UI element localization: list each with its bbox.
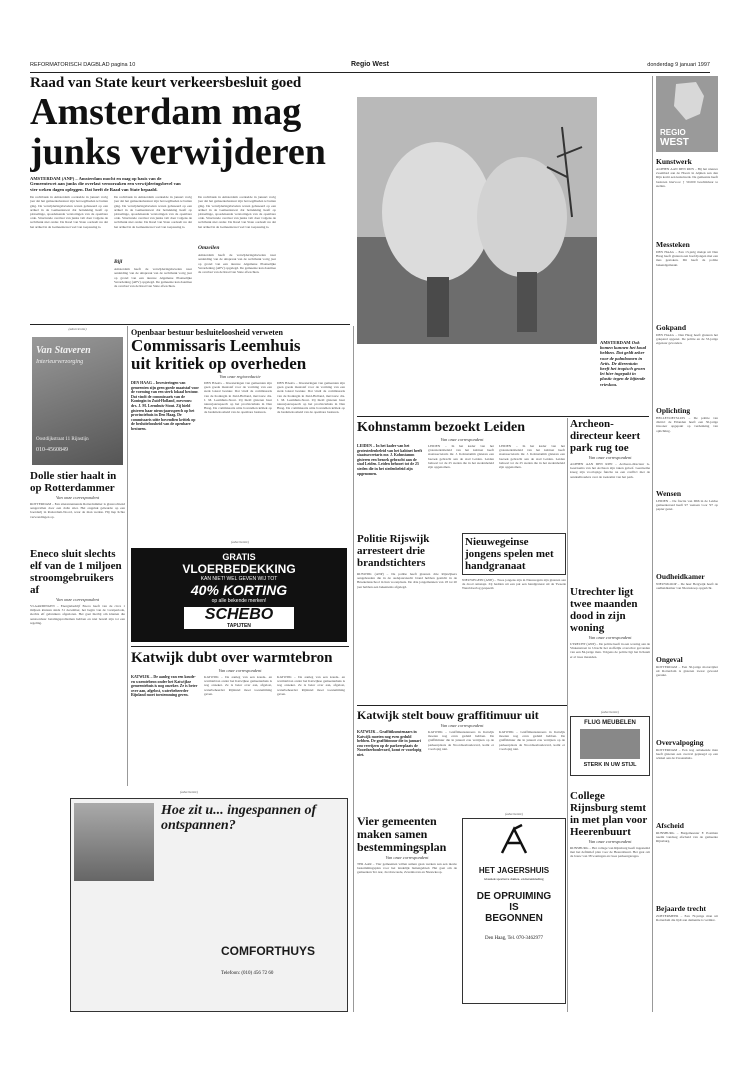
sidebar-section-body: ROTTERDAM – Een nog onbekende man heeft gisteren een overval gepleegd op een winkel aan de Zwaanshals. (656, 748, 718, 761)
eneco-body: VLAARDINGEN – Energiebedrijf Eneco heeft van de circa 1 miljoen klanten sinds 31 december, het begin van de vorstperiode, slechts elf gebruikers afgesloten. Het gaat hierbij om klanten die aantoonbaar betalingsproblemen hebben en niet bereid zijn tot een regeling. (30, 604, 125, 625)
row-rule-4 (357, 705, 567, 706)
utrecht-byline: Van onze correspondent (588, 635, 632, 640)
eneco-byline: Van onze correspondent (55, 597, 100, 602)
sidebar-section-title: Overvalpoging (656, 738, 704, 747)
commissaris-body-1: DEN HAAG – Investeringen van gemeenten zijn geen goede maatstaf voor de vorming van een sterk lokaal bestuur. Dat vindt de commissaris van de Koningin in Zuid-Holland, mevrouw drs. J. M. Leemhuis-Stout. Zij hield gisteren haar nieuwjaarsspeech op het provinciehuis in Den Haag. De commissaris uitte bovendien kritiek op de besluiteloosheid van de openbare besturen. (131, 381, 199, 431)
archeon-body: ALPHEN AAN DEN RIJN – Archeon-directeur G. Geertsema van het Archeon zijn taken geloof. Geertsema kreeg zijn voorlopige functie na een conflict met de aandeelhouders over de toekomst van het park. (570, 462, 650, 479)
logo-top: REGIO (660, 128, 686, 137)
lead-body-3: Amsterdam heeft de verwijderingsbevelen naar aanleiding van de uitspraak van de rechtbank vorig jaar op grond van een nieuwe Algemene Plaatselijke Verordening (APV) opgelegd. De gemeente kan daarmee de overlast van de Raad van State afwachten. (114, 267, 192, 289)
ad-vloer-line5: op alle bekende merken! (211, 598, 267, 604)
sidebar-section-title: Wensen (656, 489, 682, 498)
col-rule-1 (127, 326, 128, 786)
ad-jagershuis (462, 812, 566, 1010)
lead-body-4: De rechtbank in Amsterdam oordeelde in januari vorig jaar dat het gemeentebestuur zijn bevoegdheden te buiten ging. De verwijderingsbevelen waren gebaseerd op een artikel in de Gemeentewet dat betrekking heeft op plotselinge, spoedeisende verstoringen van de openbare orde. Structurele overlast van junks valt daar volgens de rechtbank niet onder. De Raad van State oordeelt nu dat het artikel in de Gemeentewet wel van toepassing is. (198, 195, 276, 229)
row-rule-1 (30, 324, 350, 325)
archeon-byline: Van onze correspondent (588, 455, 632, 460)
ad-comforthuys-brand: COMFORTHUYS (221, 944, 315, 958)
header-center: Regio West (351, 61, 389, 68)
vier-body: TER AAR – Vier gemeenten willen samen gaan werken aan een nieuw bestemmingsplan voor het landelijk buitengebied. Het gaat om de gemeenten Ter Aar, Jacobswoude, Zevenhoven en Nieuwkoop. (357, 862, 457, 875)
ad-vlug-box (570, 716, 650, 776)
commissaris-body-3: DEN HAAG – Investeringen van gemeenten zijn geen goede maatstaf voor de vorming van een sterk lokaal bestuur. Dat vindt de commissaris van de Koningin in Zuid-Holland, mevrouw drs. J. M. Leemhuis-Stout. Zij hield gisteren haar nieuwjaarsspeech op het provinciehuis in Den Haag. De commissaris uitte bovendien kritiek op de besluiteloosheid van de openbare besturen. (277, 381, 345, 415)
warmtebron-byline: Van onze correspondent (218, 668, 262, 673)
stier-headline: Dolle stier haalt in op Rotterdammer (30, 470, 117, 494)
sidebar-section-title: Bejaarde trecht (656, 904, 707, 913)
nieuwegein-body: NIEUWEGEIN (ANP) – Twee jongens zijn in Nieuwegein zijn gisteren aan de dood ontsnapt. Zij hadden uit een put een handgranaat uit de Tweede Wereldoorlog gespeeld. (462, 578, 566, 591)
lead-subhead-bijl: Bijl (114, 259, 123, 266)
ad-vlug-brand: FLUG MEUBELEN (584, 720, 636, 726)
photo-caption (600, 340, 648, 410)
kohnstamm-body-2: LEIDEN – In het kader van het grotestedenbeleid van het kabinet heeft staatssecretaris mr. J. Kohnstamm gisteren een bezoek gebracht aan de stad Leiden. Leiden behoort tot de 25 steden die in het stedenbeleid zijn opgenomen. (428, 444, 494, 470)
ad-vloer-brand-sub: TAPIJTEN (227, 623, 251, 629)
sidebar-section-title: Messteken (656, 240, 690, 249)
nieuwegein-headline: Nieuwegeinse jongens spelen met handgranaat (465, 536, 554, 572)
herenhuis-byline: Van onze correspondent (588, 839, 632, 844)
row-rule-2 (357, 416, 649, 417)
ad-comforthuys-headline: Hoe zit u... ingespannen of ontspannen? (161, 803, 317, 833)
sidebar-section-body: ROTTERDAM – Een 30-jarige motorrijder uit Rotterdam is gisteren zwaar gewond geraakt. (656, 665, 718, 678)
header-rule (30, 72, 710, 73)
archeon-headline: Archeon-directeur keert park rug toe (570, 418, 641, 454)
sidebar-divider (652, 76, 653, 1012)
article-vier-gemeenten (357, 815, 457, 1011)
herenhuis-headline: College Rijnsburg stemt in met plan voor Heerenbuurt (570, 790, 648, 838)
article-herenhuis (570, 790, 650, 1012)
header-left: REFORMATORISCH DAGBLAD pagina 10 (30, 62, 136, 68)
sidebar-section-body: DEN HAAG – Een 13-jarig meisje uit Den Haag heeft gisteren een hoofdjongen met een mes gestoken. Dit heeft de politie bekendgemaakt. (656, 250, 718, 267)
graffiti-headline: Katwijk stelt bouw graffitimuur uit (357, 708, 539, 722)
lead-headline-1: Amsterdam mag (30, 91, 302, 133)
ad-vloer-box (131, 548, 347, 642)
sidebar-section-body: LEIDEN – De fractie van D66 in de Leidse gemeenteraad heeft 97 wensen voor '97 op papier gezet. (656, 499, 718, 512)
lead-body-5: Amsterdam heeft de verwijderingsbevelen naar aanleiding van de uitspraak van de rechtbank vorig jaar op grond van een nieuwe Algemene Plaatselijke Verordening (APV) opgelegd. De gemeente kan daarmee de overlast van de Raad van State afwachten. (198, 253, 276, 275)
vier-byline: Van onze correspondent (385, 855, 429, 860)
stier-byline: Van onze correspondent (55, 495, 100, 500)
ad-vlug (570, 710, 650, 785)
ad-jagershuis-brand: HET JAGERSHUIS (478, 866, 550, 875)
row-rule-3 (131, 646, 349, 647)
ad-van-staveren-subtitle: Interieurverzorging (36, 359, 84, 365)
commissaris-headline-2: uit kritiek op overheden (131, 354, 307, 373)
ad-jagershuis-slogan1: DE OPRUIMING (476, 891, 552, 902)
graffiti-body-3: KATWIJK – Graffitikunstenaars in Katwijk moeten nog even geduld hebben. De graffitimuur die in januari zou verrijzen op de parkeerplaats de Noordzeeboulevard, komt er voorlopig niet. (499, 730, 565, 751)
lead-intro: AMSTERDAM (ANP) – Amsterdam mocht en mag op basis van de Gemeentewet aan junks die overlast veroorzaken een verwijderingsbevel van vier weken dagen opleggen. Dat heeft de Raad van State bepaald. (30, 176, 181, 192)
ad-jagershuis-phone: Den Haag, Tel. 070-3462977 (484, 936, 544, 941)
ad-vloer-line1: GRATIS (222, 552, 256, 562)
ad-label-4: (advertentie) (600, 710, 620, 714)
article-utrecht (570, 586, 650, 706)
sidebar-section-body: ALPHEN AAN DEN RIJN – Bij het nieuwe zwembad aan de Hoorn in Alphen aan den Rijn komt een kunstwerk. De gemeente heeft besloten hiervoor ƒ 50.000 beschikbaar te stellen. (656, 167, 718, 188)
ad-vloer-line4: 40% KORTING (190, 582, 288, 598)
sidebar-news (656, 154, 718, 1012)
ad-vloer-brand-box (184, 607, 294, 629)
sidebar-section-body: ZOETERMEER – Een 79-jarige man uit Rotterdam die lijdt aan dementie is vermist. (656, 914, 718, 923)
map-icon (656, 76, 718, 126)
article-nieuwegein (462, 533, 566, 703)
graffiti-body-2: KATWIJK – Graffitikunstenaars in Katwijk moeten nog even geduld hebben. De graffitimuur die in januari zou verrijzen op de parkeerplaats de Noordzeeboulevard, komt er voorlopig niet. (428, 730, 494, 751)
palm-tree-photo (357, 97, 597, 344)
stier-body: ROTTERDAM – Een stierenrennende Rotterdammer is gisterochtend aangevallen door een dolle stier. Het ongeluk gebeurde op een boerderij in Rotterdam-Noord, waar de man werkte. Hij liep lichte verwondingen op. (30, 502, 125, 519)
graffiti-body-1: KATWIJK – Graffitikunstenaars in Katwijk moeten nog even geduld hebben. De graffitimuur die in januari zou verrijzen op de parkeerplaats de Noordzeeboulevard, komt er voorlopig niet. (357, 730, 422, 757)
hunter-logo-icon (494, 823, 534, 861)
ad-vloer-line2: VLOERBEDEKKING (182, 562, 296, 576)
sidebar-section-title: Afscheid (656, 821, 684, 830)
col-rule-2 (353, 326, 354, 1012)
ad-comforthuys-box (70, 798, 348, 1012)
ad-jagershuis-box (462, 818, 566, 1004)
photo-illustration (357, 97, 597, 344)
commissaris-kicker: Openbaar bestuur besluiteloosheid verweten (131, 328, 283, 337)
sidebar-section-title: Oudheidkamer (656, 572, 705, 581)
lead-kicker: Raad van State keurt verkeersbesluit goed (30, 75, 302, 91)
sidebar-section-title: Gokpand (656, 323, 687, 332)
ad-vlug-image (580, 729, 640, 759)
ad-vloer-brand: SCHEBO (204, 606, 274, 623)
ad-van-staveren-phone: 010-4560849 (36, 447, 68, 453)
regio-west-logo (656, 76, 718, 152)
herenhuis-body: RIJNSBURG – Het college van Rijnsburg heeft ingestemd met het definitief plan voor de Heerenbuurt. Het gaat om de bouw van 38 woningen en twee parkeergarages. (570, 846, 650, 859)
article-rijswijk (357, 533, 457, 703)
ad-jagershuis-slogan3: BEGONNEN (485, 913, 543, 924)
caption-text: Ook bomen kunnen het koud hebben. Dat geldt zeker voor de palmbomen in Artis. De dierentuin heeft het tropisch groen let hier ingepakt in plastic tegen de bijtende vrieskou. (600, 340, 647, 387)
kohnstamm-byline: Van onze correspondent (440, 437, 484, 442)
article-eneco (30, 548, 125, 783)
sidebar-section-title: Ongeval (656, 655, 683, 664)
ad-label-3: (advertentie) (179, 790, 199, 794)
ad-label-5: (advertentie) (504, 812, 524, 816)
warmtebron-body-3: KATWIJK – De aanleg van een koude- en warmtebron onder het Katwijkse gemeentehuis is nog onzeker. Ze is beter over aan, afgelost, waterbeheerder Rijnland moet toestemming geven. (277, 675, 345, 696)
ad-jagershuis-slogan2: IS (509, 902, 519, 913)
ad-comforthuys-photo (74, 803, 154, 881)
ad-vlug-line: STERK IN UW STIJL (583, 762, 637, 768)
ad-jagershuis-sub: klassiek sportieve dames- en herenkleding (484, 877, 544, 881)
lead-body-1: De rechtbank in Amsterdam oordeelde in januari vorig jaar dat het gemeentebestuur zijn bevoegdheden te buiten ging. De verwijderingsbevelen waren gebaseerd op een artikel in de Gemeentewet dat betrekking heeft op plotselinge, spoedeisende verstoringen van de openbare orde. Structurele overlast van junks valt daar volgens de rechtbank niet onder. De Raad van State oordeelt nu dat het artikel in de Gemeentewet wel van toepassing is. (30, 195, 108, 229)
lead-body-2: De rechtbank in Amsterdam oordeelde in januari vorig jaar dat het gemeentebestuur zijn bevoegdheden te buiten ging. De verwijderingsbevelen waren gebaseerd op een artikel in de Gemeentewet dat betrekking heeft op plotselinge, spoedeisende verstoringen van de openbare orde. Structurele overlast van junks valt daar volgens de rechtbank niet onder. De Raad van State oordeelt nu dat het artikel in de Gemeentewet wel van toepassing is. (114, 195, 192, 229)
ad-van-staveren-image (32, 337, 123, 465)
ad-comforthuys (30, 790, 348, 1012)
lead-subhead-omzeilen: Omzeilen (198, 245, 220, 252)
article-warmtebron (131, 650, 349, 780)
sidebar-section-body: RIJNSBURG – Burgemeester F. Postman neemt vandaag afscheid van de gemeente Rijnsburg. (656, 831, 718, 844)
utrecht-headline: Utrechter ligt twee maanden dood in zijn woning (570, 586, 638, 634)
commissaris-byline: Van onze regioredactie (219, 374, 261, 379)
col-rule-3 (567, 418, 568, 1012)
sidebar-section-body: DEN HAAG – Den Haag heeft gisteren het gokpand opgezet. De politie en de 33-jarige eigenaar gevonden. (656, 333, 718, 346)
ad-vloer-line3: KAN NIET! WEL GEVEN WIJ TOT (200, 576, 278, 582)
graffiti-byline: Van onze correspondent (440, 723, 484, 728)
ad-van-staveren (30, 327, 125, 467)
sidebar-section-title: Oplichting (656, 406, 691, 415)
page-header (30, 58, 710, 72)
article-stier (30, 470, 125, 545)
eneco-headline: Eneco sluit slechts elf van de 1 miljoen stroomgebruikers af (30, 548, 122, 596)
article-kohnstamm (357, 420, 567, 530)
kohnstamm-body-3: LEIDEN – In het kader van het grotestedenbeleid van het kabinet heeft staatssecretaris mr. J. Kohnstamm gisteren een bezoek gebracht aan de stad Leiden. Leiden behoort tot de 25 steden die in het stedenbeleid zijn opgenomen. (499, 444, 565, 470)
caption-head: AMSTERDAM (600, 340, 631, 345)
header-right: donderdag 9 januari 1997 (647, 62, 710, 68)
ad-van-staveren-name: Van Staveren (36, 345, 91, 356)
ad-label-2: (advertentie) (230, 540, 250, 544)
warmtebron-headline: Katwijk dubt over warmtebron (131, 650, 333, 666)
sidebar-section-body: NIEUWKOOP – De heer Bergwijk heeft de oudheidkamer van Nieuwkoop opgericht. (656, 582, 718, 591)
nieuwegein-box (462, 533, 566, 575)
ad-label-1: (advertentie) (68, 327, 87, 331)
lead-story (30, 74, 352, 322)
logo-bottom: WEST (660, 137, 689, 148)
article-archeon (570, 418, 650, 583)
rijswijk-headline: Politie Rijswijk arresteert drie brandstichters (357, 533, 430, 569)
rijswijk-body: RIJSWIJK (ANP) – De politie heeft gisteren drie Rijswijkers aangehouden die in de oudejaarsnacht brand hebben gesticht in de Bruekelenschool in hun woonplaats. De drie jongemannen van 18 tot 20 jaar hebben een bekentenis afgelegd. (357, 572, 457, 589)
kohnstamm-headline: Kohnstamm bezoekt Leiden (357, 420, 525, 435)
warmtebron-body-1: KATWIJK – De aanleg van een koude- en warmtebron onder het Katwijkse gemeentehuis is nog onzeker. Ze is beter over aan, afgelost, waterbeheerder Rijnland moet toestemming geven. (131, 675, 198, 698)
kohnstamm-body-1: LEIDEN – In het kader van het grotestedenbeleid van het kabinet heeft staatssecretaris mr. J. Kohnstamm gisteren een bezoek gebracht aan de stad Leiden. Leiden behoort tot de 25 steden die in het stedenbeleid zijn opgenomen. (357, 444, 422, 476)
ad-comforthuys-phone: Telefoon: (010) 456 72 60 (221, 971, 274, 976)
ad-van-staveren-address: Oostdijkstraat 11 Rijnstijn (36, 437, 89, 442)
warmtebron-body-2: KATWIJK – De aanleg van een koude- en warmtebron onder het Katwijkse gemeentehuis is nog onzeker. Ze is beter over aan, afgelost, waterbeheerder Rijnland moet toestemming geven. (204, 675, 272, 696)
article-commissaris (131, 328, 349, 538)
lead-headline-2: junks verwijderen (30, 131, 326, 173)
utrecht-body: UTRECHT (ANP) – De politie heeft in een woning aan de Vinkenstraat in Utrecht het stoffelijk overschot gevonden van een 84-jarige man. Volgens de politie ligt het lichaam er al twee maanden. (570, 642, 650, 659)
vier-headline: Vier gemeenten maken samen bestemmingsplan (357, 815, 447, 854)
commissaris-body-2: DEN HAAG – Investeringen van gemeenten zijn geen goede maatstaf voor de vorming van een sterk lokaal bestuur. Dat vindt de commissaris van de Koningin in Zuid-Holland, mevrouw drs. J. M. Leemhuis-Stout. Zij hield gisteren haar nieuwjaarsspeech op het provinciehuis in Den Haag. De commissaris uitte bovendien kritiek op de besluiteloosheid van de openbare besturen. (204, 381, 272, 415)
commissaris-headline-1: Commissaris Leemhuis (131, 336, 301, 355)
sidebar-section-body: HELLEVOETSLUIS – De politie van district de Eilanden heeft een 30-jarige inwoner opgepakt op verdenking van oplichting. (656, 416, 718, 433)
article-graffiti (357, 708, 567, 808)
ad-vloerbedekking (131, 540, 349, 644)
sidebar-section-title: Kunstwerk (656, 157, 692, 166)
